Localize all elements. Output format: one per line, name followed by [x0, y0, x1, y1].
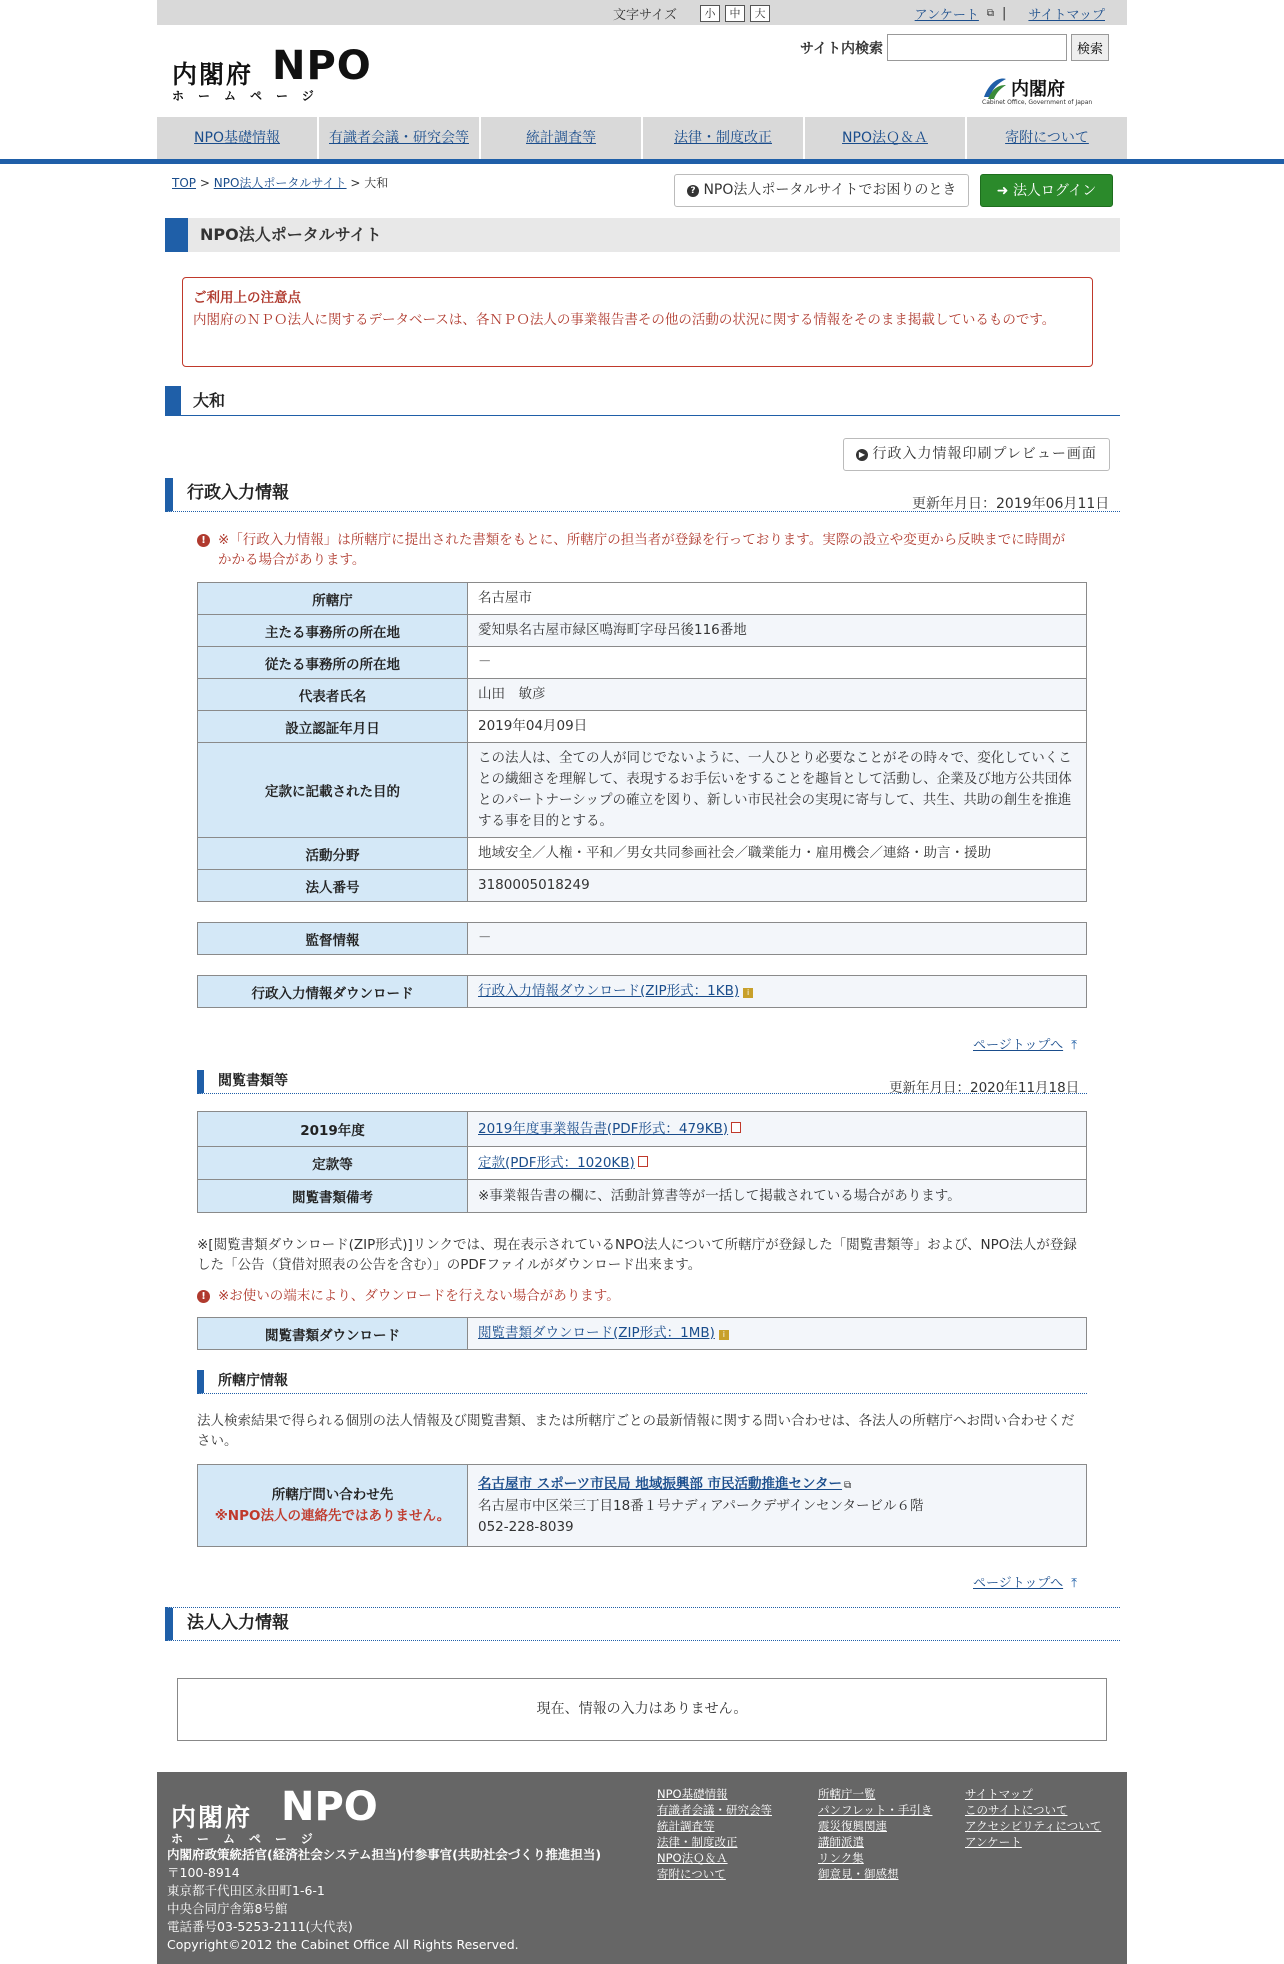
breadcrumb — [172, 174, 388, 191]
row-value: ※事業報告書の欄に、活動計算書等が一括して掲載されている場合があります。 — [468, 1180, 1087, 1213]
nav-link[interactable]: 寄附について — [1005, 130, 1089, 146]
breadcrumb-top[interactable]: TOP — [172, 176, 197, 190]
global-nav — [157, 117, 1127, 160]
site-search — [800, 34, 1109, 61]
row-value: 愛知県名古屋市緑区鳴海町字母呂後116番地 — [468, 615, 1087, 647]
row-value: 山田 敏彦 — [468, 679, 1087, 711]
table-row — [198, 1465, 1087, 1547]
footer-link[interactable]: 統計調査等 — [657, 1819, 715, 1833]
footer-link[interactable]: 有識者会議・研究会等 — [657, 1803, 772, 1817]
footer-link[interactable]: アンケート — [965, 1835, 1022, 1849]
footer-address — [167, 1846, 601, 1954]
docs-heading: 閲覧書類等 — [197, 1070, 1087, 1094]
admin-download-link[interactable]: 行政入力情報ダウンロード(ZIP形式：1KB) — [478, 983, 740, 999]
footer-link[interactable]: 震災復興関連 — [818, 1819, 887, 1833]
footer-link[interactable]: 所轄庁一覧 — [818, 1787, 876, 1801]
footer-org: 内閣府政策統括官(経済社会システム担当)付参事官(共助社会づくり推進担当) — [167, 1847, 602, 1862]
print-preview-button[interactable] — [843, 438, 1110, 471]
row-label: 法人番号 — [198, 870, 468, 902]
docs-warning — [197, 1286, 620, 1306]
nav-qa[interactable] — [805, 117, 967, 160]
row-label: 定款に記載された目的 — [198, 743, 468, 838]
question-icon: ? — [687, 185, 699, 197]
footer-logo[interactable] — [169, 1778, 378, 1846]
survey-link[interactable]: アンケート — [914, 8, 979, 23]
breadcrumb-sep: > — [199, 176, 210, 190]
footer-link[interactable]: 法律・制度改正 — [657, 1835, 738, 1849]
footer-col-3 — [965, 1786, 1101, 1850]
footer-col-1 — [657, 1786, 772, 1882]
cabinet-office-en: Cabinet Office, Government of Japan — [982, 99, 1093, 106]
table-row — [198, 838, 1087, 870]
docs-updated: 更新年月日：2020年11月18日 — [889, 1080, 1080, 1096]
nav-link[interactable]: NPO基礎情報 — [194, 130, 280, 146]
admin-note — [197, 530, 1087, 570]
footer-link[interactable]: 御意見・御感想 — [818, 1867, 899, 1881]
site-footer — [157, 1772, 1127, 1964]
external-link-icon: ⧉ — [986, 8, 995, 19]
page-title: NPO法人ポータルサイト — [165, 218, 1120, 252]
footer-copyright: Copyright©2012 the Cabinet Office All Rights Reserved. — [167, 1937, 519, 1952]
footer-col-2 — [818, 1786, 932, 1882]
admin-info-table — [197, 582, 1087, 902]
table-row — [198, 870, 1087, 902]
footer-link[interactable]: リンク集 — [818, 1851, 864, 1865]
authority-link[interactable]: 名古屋市 スポーツ市民局 地域振興部 市民活動推進センター — [478, 1475, 843, 1492]
usage-notice — [182, 277, 1093, 367]
page-top-link-2[interactable] — [973, 1572, 1077, 1591]
row-label: 閲覧書類備考 — [198, 1180, 468, 1213]
org-name-heading: 大和 — [165, 386, 1120, 416]
footer-link[interactable]: パンフレット・手引き — [818, 1803, 933, 1817]
nav-link[interactable]: 有識者会議・研究会等 — [329, 130, 469, 146]
footer-addr2: 中央合同庁舎第8号館 — [167, 1901, 288, 1916]
alert-icon: ! — [197, 534, 210, 547]
login-button[interactable] — [980, 174, 1113, 207]
nav-link[interactable]: NPO法Ｑ＆Ａ — [842, 130, 928, 146]
row-label: 行政入力情報ダウンロード — [198, 976, 468, 1008]
footer-link[interactable]: サイトマップ — [965, 1787, 1033, 1801]
logo-kana: ホームページ — [172, 89, 328, 103]
table-row — [198, 615, 1087, 647]
footer-link[interactable]: アクセシビリティについて — [965, 1819, 1102, 1833]
font-small-button[interactable]: 小 — [700, 5, 720, 22]
table-row — [198, 583, 1087, 615]
row-value: 2019年04月09日 — [468, 711, 1087, 743]
admin-note-text: ※「行政入力情報」は所轄庁に提出された書類をもとに、所轄庁の担当者が登録を行っております。実際の設立や変更から反映までに時間がかかる場合があります。 — [218, 532, 1066, 568]
authority-caution: ※NPO法人の連絡先ではありません。 — [214, 1507, 451, 1524]
admin-updated: 更新年月日：2019年06月11日 — [912, 496, 1110, 512]
docs-warning-text: ※お使いの端末により、ダウンロードを行えない場合があります。 — [218, 1288, 620, 1304]
row-label — [198, 1465, 468, 1547]
footer-link[interactable]: 講師派遣 — [818, 1835, 864, 1849]
docs-download-table — [197, 1317, 1087, 1350]
admin-download-table — [197, 975, 1087, 1008]
footer-link[interactable]: 寄附について — [657, 1867, 726, 1881]
annual-report-link[interactable]: 2019年度事業報告書(PDF形式：479KB) — [478, 1120, 729, 1137]
logo-text: 内閣府 — [172, 60, 254, 89]
row-label: 閲覧書類ダウンロード — [198, 1318, 468, 1350]
nav-divider — [0, 159, 1284, 164]
table-row — [198, 1318, 1087, 1350]
utility-bar — [157, 0, 1127, 25]
footer-link[interactable]: このサイトについて — [965, 1803, 1068, 1817]
pdf-icon — [638, 1156, 648, 1167]
login-button-label: 法人ログイン — [1012, 183, 1097, 199]
row-label: 監督情報 — [198, 923, 468, 955]
search-input[interactable] — [887, 34, 1067, 61]
row-value: この法人は、全ての人が同じでないように、一人ひとり必要なことがその時々で、変化していくことの繊細さを理解して、表現するお手伝いをすることを趣旨として活動し、企業及び地方公共団体とのパートナーシップの確立を図り、新しい市民社会の実現に寄与して、共生、共助の創生を推進する事を目的とする。 — [468, 743, 1087, 838]
print-preview-label: 行政入力情報印刷プレビュー画面 — [872, 446, 1097, 462]
page-top-label[interactable]: ページトップへ — [973, 1038, 1064, 1053]
table-row — [198, 647, 1087, 679]
cabinet-office-name: 内閣府 — [1011, 79, 1065, 100]
corp-info-heading: 法人入力情報 — [165, 1607, 1120, 1641]
breadcrumb-portal[interactable]: NPO法人ポータルサイト — [213, 176, 347, 190]
help-button[interactable] — [674, 174, 969, 207]
search-button[interactable]: 検索 — [1071, 34, 1109, 61]
footer-link[interactable]: NPO基礎情報 — [657, 1787, 728, 1801]
docs-download-link[interactable]: 閲覧書類ダウンロード(ZIP形式：1MB) — [478, 1325, 715, 1341]
articles-link[interactable]: 定款(PDF形式：1020KB) — [478, 1154, 635, 1171]
font-medium-button[interactable]: 中 — [725, 5, 745, 22]
nav-statistics[interactable] — [481, 117, 643, 160]
row-value: 地域安全／人権・平和／男女共同参画社会／職業能力・雇用機会／連絡・助言・援助 — [468, 838, 1087, 870]
docs-download-note: ※[閲覧書類ダウンロード(ZIP形式)]リンクでは、現在表示されているNPO法人について所轄庁が登録した「閲覧書類等」および、NPO法人が登録した「公告（貸借対照表の公告を含む）」のPDFファイルがダウンロード出来ます。 — [197, 1237, 1077, 1273]
table-row — [198, 1112, 1087, 1147]
row-value: 名古屋市 — [468, 583, 1087, 615]
arrow-circle-icon: ▶ — [856, 449, 868, 461]
font-size-label: 文字サイズ — [613, 8, 677, 23]
font-size-switcher — [613, 4, 770, 23]
authority-label: 所轄庁問い合わせ先 — [271, 1486, 394, 1503]
breadcrumb-sep: > — [350, 176, 361, 190]
page-top-label[interactable]: ページトップへ — [973, 1576, 1064, 1591]
authority-table — [197, 1464, 1087, 1547]
table-row — [198, 1147, 1087, 1180]
row-value: － — [468, 647, 1087, 679]
row-label: 代表者氏名 — [198, 679, 468, 711]
separator: | — [1002, 6, 1007, 21]
corp-no-data: 現在、情報の入力はありません。 — [177, 1678, 1107, 1741]
nav-donation[interactable] — [967, 117, 1127, 160]
cabinet-office-logo[interactable] — [982, 75, 1112, 109]
footer-addr1: 東京都千代田区永田町1-6-1 — [167, 1883, 325, 1898]
row-value — [468, 1465, 1087, 1547]
footer-zip: 〒100-8914 — [167, 1865, 240, 1880]
row-label: 活動分野 — [198, 838, 468, 870]
row-label: 定款等 — [198, 1147, 468, 1180]
sign-in-icon: ➜ — [996, 183, 1009, 199]
admin-info-heading: 行政入力情報 — [165, 478, 1120, 512]
row-value: － — [468, 923, 1087, 955]
site-logo[interactable] — [170, 43, 372, 110]
authority-note: 法人検索結果で得られる個別の法人情報及び閲覧書類、または所轄庁ごとの最新情報に関する問い合わせは、各法人の所轄庁へお問い合わせください。 — [197, 1413, 1075, 1449]
docs-table — [197, 1111, 1087, 1213]
sitemap-link[interactable]: サイトマップ — [1028, 8, 1105, 23]
arrow-up-icon: ⤒ — [1071, 1038, 1077, 1053]
row-value: 3180005018249 — [468, 870, 1087, 902]
nav-law[interactable] — [643, 117, 805, 160]
footer-link[interactable]: NPO法Ｑ＆Ａ — [657, 1851, 728, 1865]
nav-experts[interactable] — [319, 117, 481, 160]
search-label: サイト内検索 — [800, 40, 884, 57]
pdf-icon — [731, 1122, 741, 1133]
table-row — [198, 923, 1087, 955]
cabinet-office-emblem-icon — [982, 75, 1008, 101]
alert-icon: ! — [197, 1290, 210, 1303]
font-large-button[interactable]: 大 — [750, 5, 770, 22]
info-icon: i — [719, 1330, 729, 1340]
notice-title: ご利用上の注意点 — [193, 290, 301, 306]
table-row — [198, 711, 1087, 743]
nav-link[interactable]: 法律・制度改正 — [674, 130, 772, 146]
footer-tel: 電話番号03-5253-2111(大代表) — [167, 1919, 353, 1934]
nav-npo-basic[interactable] — [157, 117, 319, 160]
page-top-link-1[interactable] — [973, 1034, 1077, 1053]
row-label: 従たる事務所の所在地 — [198, 647, 468, 679]
row-label: 2019年度 — [198, 1112, 468, 1147]
nav-link[interactable]: 統計調査等 — [526, 130, 596, 146]
footer-logo-npo: NPO — [281, 1784, 378, 1830]
row-label: 所轄庁 — [198, 583, 468, 615]
footer-logo-kana: ホームページ — [171, 1832, 327, 1846]
table-row — [198, 743, 1087, 838]
table-row — [198, 1180, 1087, 1213]
authority-address: 名古屋市中区栄三丁目18番１号ナディアパークデザインセンタービル６階 — [478, 1497, 924, 1514]
table-row — [198, 976, 1087, 1008]
table-row — [198, 679, 1087, 711]
external-link-icon: ⧉ — [844, 1479, 852, 1491]
arrow-up-icon: ⤒ — [1071, 1576, 1077, 1591]
logo-npo: NPO — [272, 43, 372, 89]
notice-body: 内閣府のＮＰＯ法人に関するデータベースは、各ＮＰＯ法人の事業報告書その他の活動の状況に関する情報をそのまま掲載しているものです。 — [193, 312, 1056, 328]
row-label: 主たる事務所の所在地 — [198, 615, 468, 647]
row-label: 設立認証年月日 — [198, 711, 468, 743]
help-button-label: NPO法人ポータルサイトでお困りのとき — [703, 182, 957, 198]
breadcrumb-current: 大和 — [364, 176, 389, 190]
footer-logo-text: 内閣府 — [171, 1803, 253, 1832]
supervision-table — [197, 922, 1087, 955]
authority-heading: 所轄庁情報 — [197, 1370, 1087, 1394]
info-icon: i — [743, 988, 753, 998]
authority-tel: 052-228-8039 — [478, 1518, 574, 1535]
